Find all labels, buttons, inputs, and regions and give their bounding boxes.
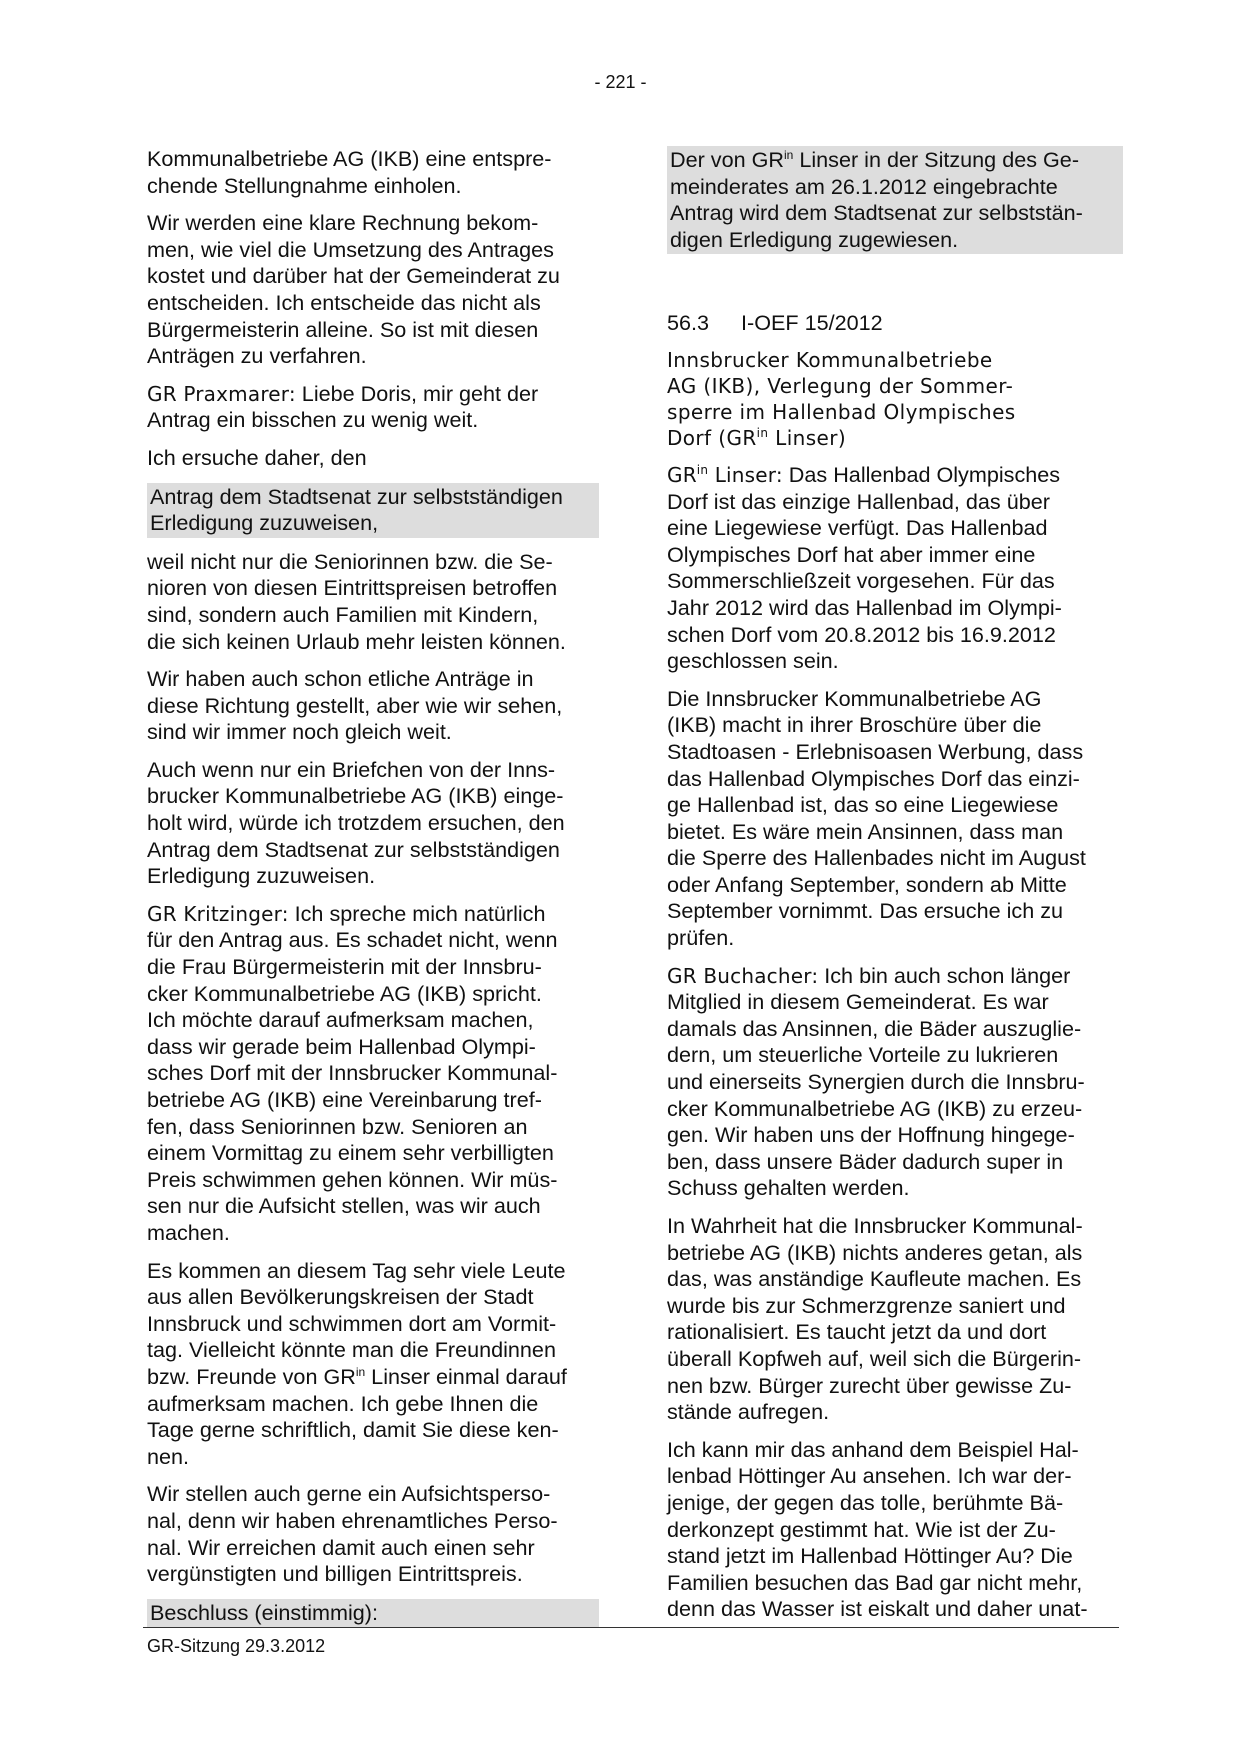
speech-text: Liebe Doris, mir geht der Antrag ein bisschen zu wenig weit. [147,380,539,433]
paragraph [147,1258,590,1471]
paragraph: In Wahrheit hat die Innsbrucker Kommunal- betriebe AG (IKB) nichts anderes getan, als das, was anständige Kaufleute machen. Es wurde bis zur Schmerzgrenze saniert und rationalisiert. Es taucht jetzt da und dort überall Kopfweh auf, weil sich die Bürgerin- nen bzw. Bürger zurecht über gewisse Zu- stände aufregen. [667,1213,1083,1425]
superscript: in [784,148,794,162]
decision-heading: Beschluss (einstimmig): [147,1599,599,1628]
text-segment: Der von GR [670,147,784,172]
paragraph: Ich ersuche daher, den [147,444,367,470]
text-segment: Innsbrucker Kommunalbetriebe AG (IKB), Verlegung der Sommer- sperre im Hallenbad Olympisches Dorf (GR [667,347,1016,450]
paragraph [147,901,590,1247]
text-segment: Linser in der Sitzung des Ge- meinderates am 26.1.2012 eingebrachte Antrag wird dem Stadtsenat zur selbststän- digen Erledigung zugewiesen. [670,147,1083,252]
paragraph: Wir werden eine klare Rechnung bekom- men, wie viel die Umsetzung des Antrages kostet und darüber hat der Gemeinderat zu entscheiden. Ich entscheide das nicht als Bürgermeisterin alleine. So ist mit diesen Anträgen zu verfahren. [147,210,560,369]
text-segment: Linser: [708,462,783,487]
speaker-name: GR Praxmarer: [147,381,296,406]
paragraph [147,381,590,434]
paragraph: weil nicht nur die Seniorinnen bzw. die Se- nioren von diesen Eintrittspreisen betroffen sind, sondern auch Familien mit Kindern, die sich keinen Urlaub mehr leisten können. [147,548,566,654]
resolution-highlight [667,146,1123,254]
superscript: in [756,425,769,440]
footer-text: GR-Sitzung 29.3.2012 [147,1636,326,1656]
agenda-item-header [667,310,1117,337]
text-segment: GR [667,462,697,487]
speaker-name [667,463,783,487]
paragraph: Ich kann mir das anhand dem Beispiel Hal- lenbad Höttinger Au ansehen. Ich war der- jenige, der gegen das tolle, berühmte Bä- derkonzept gestimmt hat. Wie ist der Zu- stand jetzt im Hallenbad Höttinger Au? Die Familien besuchen das Bad gar nicht mehr, denn das Wasser ist eiskalt und daher unat- [667,1436,1088,1622]
text-segment: Linser einmal darauf aufmerksam machen. Ich gebe Ihnen die Tage gerne schriftlich, damit Sie diese ken- nen. [147,1363,567,1469]
speaker-name: GR Kritzinger: [147,901,289,926]
paragraph: Auch wenn nur ein Briefchen von der Inns- brucker Kommunalbetriebe AG (IKB) einge- holt wird, würde ich trotzdem ersuchen, den Antrag dem Stadtsenat zur selbstständigen Erledigung zuzuweisen. [147,756,565,889]
paragraph [667,963,1117,1202]
agenda-reference: I-OEF 15/2012 [741,310,883,336]
paragraph: Kommunalbetriebe AG (IKB) eine entspre- chende Stellungnahme einholen. [147,146,552,198]
speech-text: Ich bin auch schon länger Mitglied in diesem Gemeinderat. Es war damals das Ansinnen, die Bäder auszuglie- dern, um steuerliche Vorteile zu lukrieren und einerseits Synergien durch die Innsbru- cker Kommunalbetriebe AG (IKB) zu erzeu- gen. Wir haben uns der Hoffnung hingege- ben, dass unsere Bäder dadurch super in Schuss gehalten werden. [667,962,1085,1201]
left-column [147,146,597,1638]
superscript: in [355,1364,366,1379]
right-column [667,146,1117,1634]
speaker-name: GR Buchacher: [667,963,819,988]
text-segment: Linser) [768,425,847,450]
paragraph: Wir haben auch schon etliche Anträge in diese Richtung gestellt, aber wie wir sehen, sind wir immer noch gleich weit. [147,666,563,745]
superscript: in [696,462,709,477]
agenda-number: 56.3 [667,310,710,336]
text-segment: Es kommen an diesem Tag sehr viele Leute aus allen Bevölkerungskreisen der Stadt Innsbruck und schwimmen dort am Vormit- tag. Vielleicht könnte man die Freundinnen bzw. Freunde von GR [147,1257,566,1389]
motion-highlight: Antrag dem Stadtsenat zur selbstständigen Erledigung zuzuweisen, [147,483,599,538]
paragraph [667,462,1117,675]
page-number: - 221 - [594,72,647,92]
speech-text: Ich spreche mich natürlich für den Antrag aus. Es schadet nicht, wenn die Frau Bürgermeisterin mit der Innsbru- cker Kommunalbetriebe AG (IKB) spricht. Ich möchte darauf aufmerksam machen, dass wir gerade beim Hallenbad Olympi- sches Dorf mit der Innsbrucker Kommunal- betriebe AG (IKB) eine Vereinbarung tref- fen, dass Seniorinnen bzw. Senioren an einem Vormittag zu einem sehr verbilligten Preis schwimmen gehen können. Wir müs- sen nur die Aufsicht stellen, was wir auch machen. [147,900,558,1245]
speech-text: Das Hallenbad Olympisches Dorf ist das einzige Hallenbad, das über eine Liegewiese verfügt. Das Hallenbad Olympisches Dorf hat aber immer eine Sommerschließzeit vorgesehen. Für das Jahr 2012 wird das Hallenbad im Olympi- schen Dorf vom 20.8.2012 bis 16.9.2012 geschlossen sein. [667,461,1062,674]
agenda-title [667,347,1043,451]
paragraph: Die Innsbrucker Kommunalbetriebe AG (IKB) macht in ihrer Broschüre über die Stadtoasen - Erlebnisoasen Werbung, dass das Hallenbad Olympisches Dorf das einzi- ge Hallenbad ist, das so eine Liegewiese bietet. Es wäre mein Ansinnen, dass man die Sperre des Hallenbades nicht im August oder Anfang September, sondern ab Mitte September vornimmt. Das ersuche ich zu prüfen. [667,685,1086,951]
paragraph: Wir stellen auch gerne ein Aufsichtsperso- nal, denn wir haben ehrenamtliches Perso- nal. Wir erreichen damit auch einen sehr vergünstigten und billigen Eintrittspreis. [147,1481,558,1587]
footer-divider [143,1627,1119,1628]
